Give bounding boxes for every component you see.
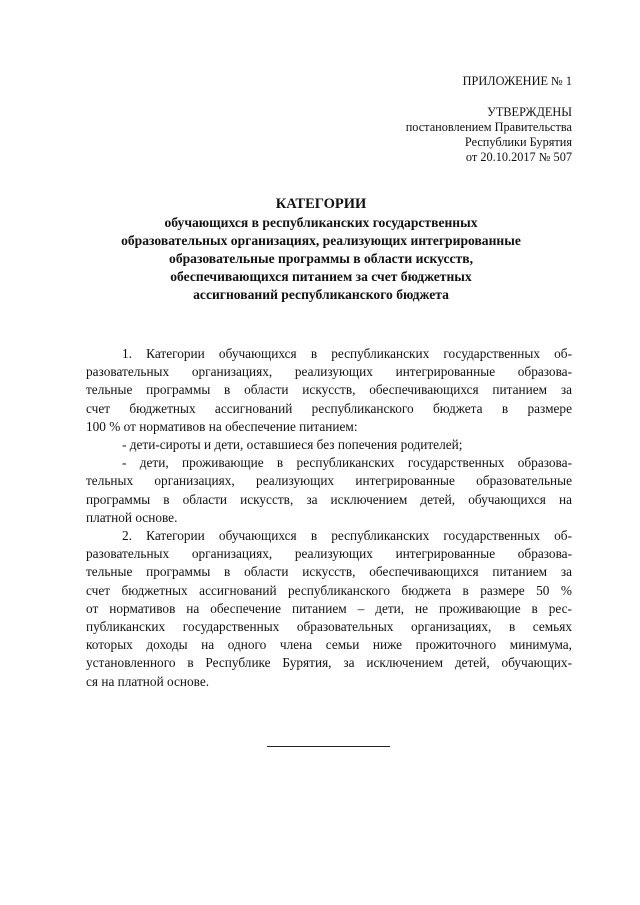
title-line: образовательные программы в области искусств, — [169, 251, 473, 266]
text-line: тельные программы в области искусств, обеспечивающихся питанием за — [86, 382, 572, 398]
text-line: установленного в Республике Бурятия, за исключением детей, обучающих- — [86, 655, 572, 671]
paragraph-orphans — [86, 436, 572, 454]
text-line: ся на платной основе. — [86, 673, 210, 689]
text-line: счет бюджетных ассигнований республиканского бюджета в размере 50 % — [86, 582, 572, 598]
text-line: тельные программы в области искусств, обеспечивающихся питанием за — [86, 564, 572, 580]
text-line: тельных организациях, реализующих интегрированные образовательные — [86, 473, 572, 489]
document-body — [86, 345, 572, 691]
text-line: 100 % от нормативов на обеспечение питанием: — [86, 418, 358, 434]
text-line: разовательных организациях, реализующих интегрированные образова- — [86, 546, 572, 562]
title-main: КАТЕГОРИИ — [275, 196, 367, 212]
paragraph-1 — [86, 345, 572, 436]
title-line: образовательных организациях, реализующих интегрированные — [121, 233, 521, 248]
paragraph-2 — [86, 527, 572, 691]
text-line: которых доходы на одного члена семьи ниже прожиточного минимума, — [86, 637, 572, 653]
title-line: обеспечивающихся питанием за счет бюджетных — [170, 269, 472, 284]
closing-rule — [267, 746, 390, 747]
appendix-label: ПРИЛОЖЕНИЕ № 1 — [462, 74, 572, 88]
text-line: разовательных организациях, реализующих интегрированные образова- — [86, 364, 572, 380]
approved-label: УТВЕРЖДЕНЫ — [487, 105, 572, 119]
text-line: публиканских государственных образовательных организациях, в семьях — [86, 619, 572, 635]
text-line: 1. Категории обучающихся в республиканских государственных об- — [122, 346, 572, 361]
text-line: счет бюджетных ассигнований республиканского бюджета в размере — [86, 400, 572, 416]
text-line: - дети, проживающие в республиканских государственных образова- — [122, 455, 572, 471]
paragraph-residents — [86, 454, 572, 527]
title-line: ассигнований республиканского бюджета — [193, 287, 449, 302]
approval-header — [406, 74, 572, 165]
text-line: программы в области искусств, за исключением детей, обучающихся на — [86, 491, 572, 507]
title-line: обучающихся в республиканских государственных — [164, 215, 478, 230]
text-line: 2. Категории обучающихся в республиканских государственных об- — [122, 528, 572, 544]
resolution-date-number: от 20.10.2017 № 507 — [465, 150, 572, 164]
republic-label: Республики Бурятия — [464, 135, 572, 149]
document-title — [70, 195, 572, 304]
text-line: от нормативов на обеспечение питанием – дети, не проживающие в рес- — [86, 600, 572, 616]
text-line: платной основе. — [86, 509, 178, 525]
text-line: - дети-сироты и дети, оставшиеся без попечения родителей; — [122, 437, 463, 453]
resolution-label: постановлением Правительства — [405, 120, 572, 134]
